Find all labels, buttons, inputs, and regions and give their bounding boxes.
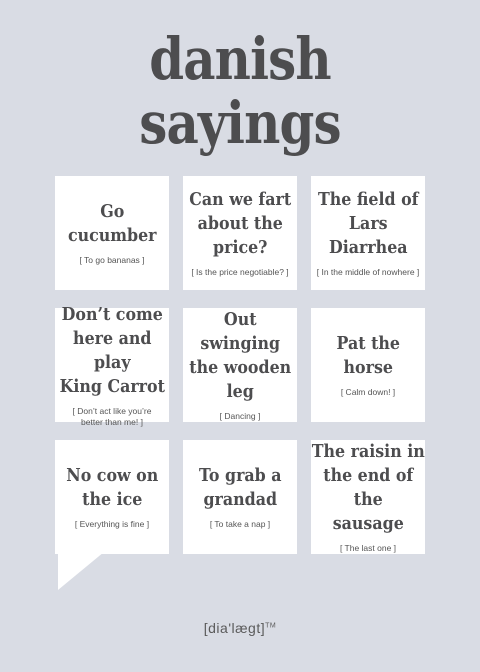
- card-saying: Can we fart about the price?: [189, 189, 291, 258]
- card-raisin-in-sausage: [311, 440, 425, 554]
- card-saying: Out swinging the wooden leg: [189, 309, 291, 402]
- title-line-1: danish: [149, 25, 331, 93]
- card-saying: Don’t come here and play King Carrot: [59, 303, 165, 397]
- card-meaning: [ Dancing ]: [219, 411, 261, 421]
- trademark-mark: TM: [265, 622, 277, 630]
- card-grab-a-grandad: [183, 440, 297, 554]
- title-line-2: sayings: [139, 89, 341, 157]
- card-meaning: [ In the middle of nowhere ]: [316, 267, 420, 277]
- card-no-cow-on-ice: [55, 440, 169, 554]
- card-meaning: [ To take a nap ]: [209, 519, 271, 529]
- card-saying: To grab a grandad: [198, 465, 282, 510]
- brand-logo: [0, 620, 480, 636]
- card-saying: The raisin in the end of the sausage: [311, 441, 425, 534]
- brand-name: [dia'lægt]: [203, 620, 266, 636]
- card-saying: Pat the horse: [336, 333, 400, 378]
- card-go-cucumber: [55, 176, 169, 290]
- card-pat-the-horse: [311, 308, 425, 422]
- card-meaning: [ To go bananas ]: [79, 255, 145, 265]
- card-saying: No cow on the ice: [65, 465, 158, 510]
- card-meaning: [ The last one ]: [339, 543, 397, 553]
- card-meaning: [ Everything is fine ]: [74, 519, 150, 529]
- card-meaning: [ Don’t act like you’re better than me! ]: [72, 405, 152, 427]
- card-saying: Go cucumber: [67, 201, 157, 246]
- card-king-carrot: [55, 303, 169, 427]
- card-saying: The field of Lars Diarrhea: [317, 189, 419, 258]
- card-fart-about-price: [183, 176, 297, 290]
- card-meaning: [ Calm down! ]: [340, 387, 396, 397]
- card-wooden-leg: [183, 308, 297, 422]
- speech-bubble-tail: [58, 552, 104, 590]
- card-meaning: [ Is the price negotiable? ]: [191, 267, 289, 277]
- card-field-of-lars: [311, 176, 425, 290]
